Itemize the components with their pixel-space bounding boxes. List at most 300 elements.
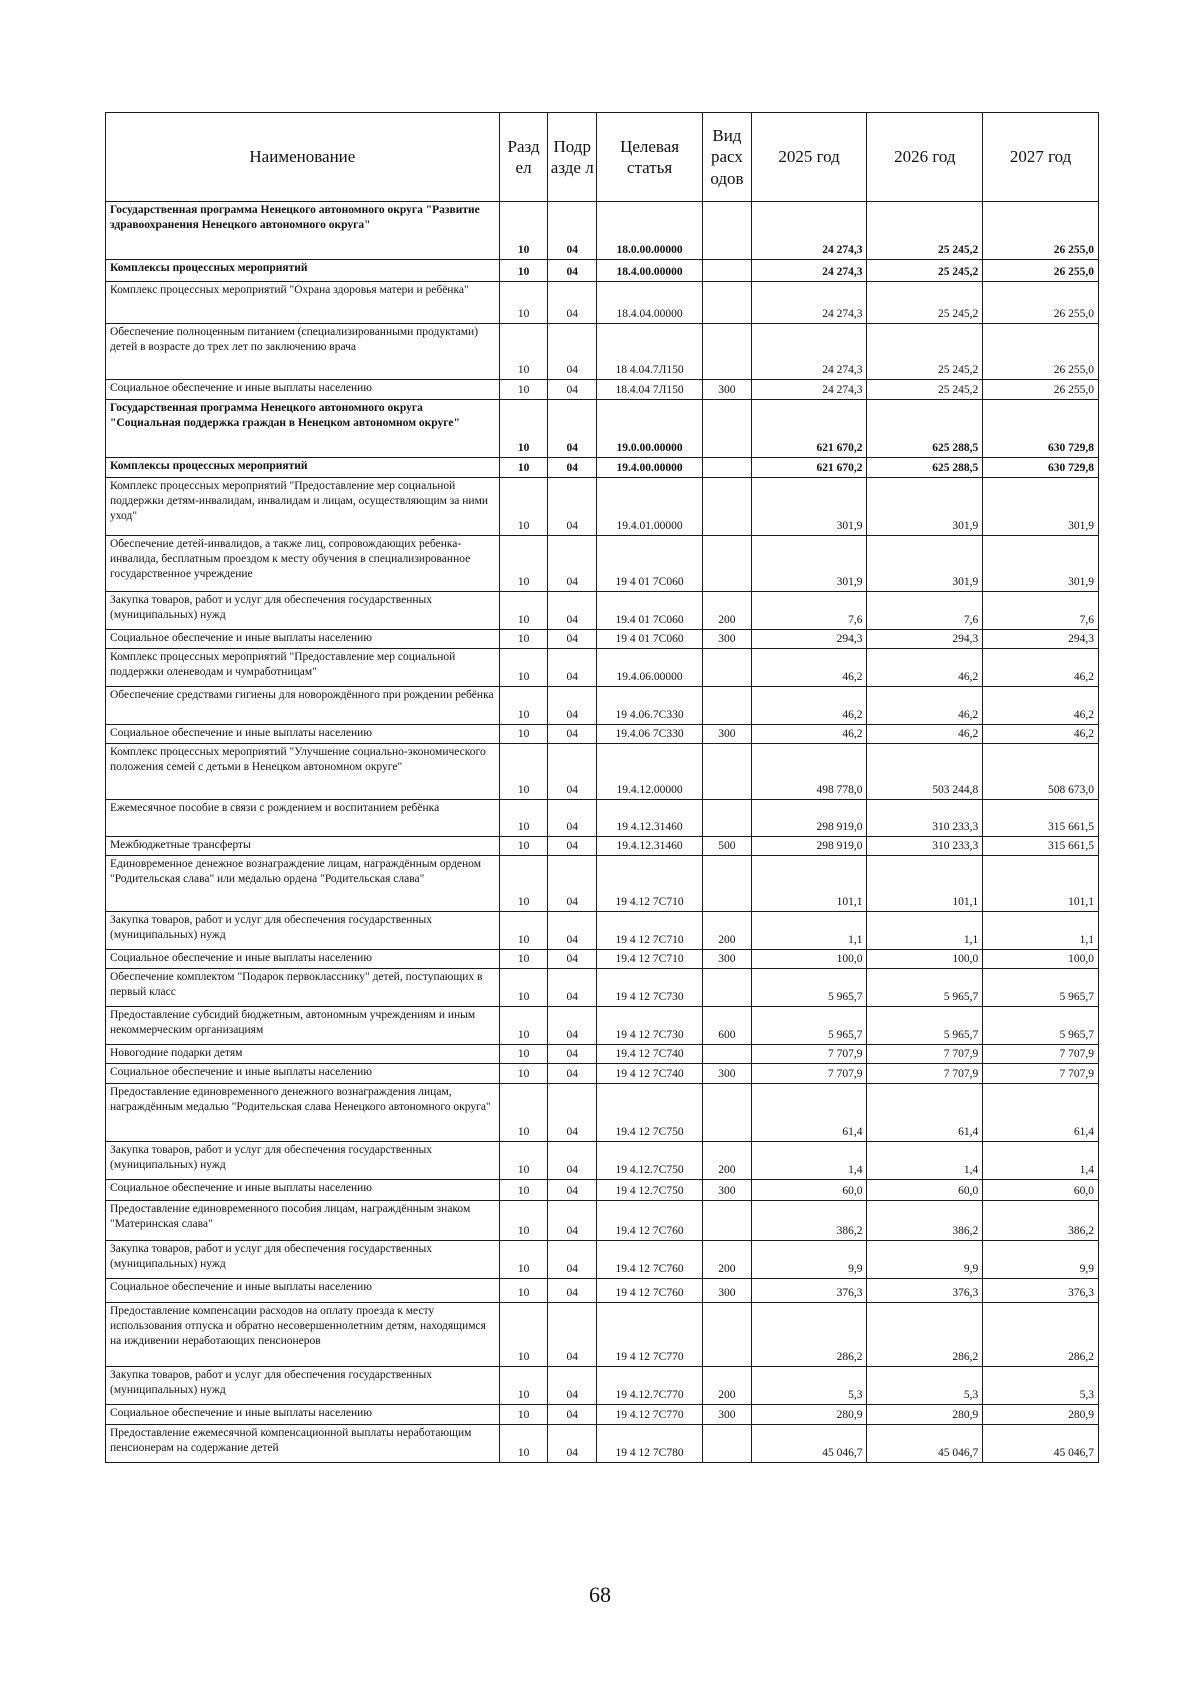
row-2025: 1,1	[751, 912, 867, 950]
row-podrazdel: 04	[548, 380, 597, 400]
row-2026: 61,4	[867, 1084, 983, 1142]
table-row	[106, 1279, 1099, 1303]
row-2025: 5 965,7	[751, 1007, 867, 1045]
page-number: 68	[589, 1582, 611, 1607]
row-podrazdel: 04	[548, 1180, 597, 1201]
row-target: 19 4 01 7С060	[597, 630, 703, 649]
row-2025: 280,9	[751, 1405, 867, 1425]
row-razdel: 10	[499, 202, 548, 260]
row-name: Единовременное денежное вознаграждение лицам, награждённым орденом "Родительская слава" или медалью ордена "Родительская слава"	[106, 856, 500, 912]
row-name: Закупка товаров, работ и услуг для обеспечения государственных (муниципальных) нужд	[106, 1367, 500, 1405]
row-2027: 7 707,9	[983, 1045, 1099, 1064]
table-row	[106, 856, 1099, 912]
row-vid	[703, 687, 752, 725]
row-razdel: 10	[499, 536, 548, 592]
row-2025: 1,4	[751, 1142, 867, 1180]
row-vid: 300	[703, 380, 752, 400]
row-target: 19 4 12 7С730	[597, 1007, 703, 1045]
row-2026: 46,2	[867, 725, 983, 744]
row-razdel: 10	[499, 1405, 548, 1425]
row-2025: 7 707,9	[751, 1064, 867, 1084]
row-razdel: 10	[499, 260, 548, 282]
row-vid	[703, 1084, 752, 1142]
row-2027: 5,3	[983, 1367, 1099, 1405]
row-name: Государственная программа Ненецкого автономного округа "Социальная поддержка граждан в Ненецком автономном округе"	[106, 400, 500, 458]
header-name: Наименование	[106, 113, 500, 202]
row-2025: 24 274,3	[751, 380, 867, 400]
row-podrazdel: 04	[548, 458, 597, 478]
row-name: Социальное обеспечение и иные выплаты населению	[106, 1064, 500, 1084]
row-name: Обеспечение комплектом "Подарок первокласснику" детей, поступающих в первый класс	[106, 969, 500, 1007]
header-vid: Вид расх одов	[703, 113, 752, 202]
row-name: Социальное обеспечение и иные выплаты населению	[106, 725, 500, 744]
row-2026: 5,3	[867, 1367, 983, 1405]
row-name: Предоставление компенсации расходов на оплату проезда к месту использования отпуска и обратно несовершеннолетним детям, находящимся на иждивении неработающих пенсионеров	[106, 1303, 500, 1367]
row-2026: 7,6	[867, 592, 983, 630]
row-target: 19 4 12 7С770	[597, 1303, 703, 1367]
table-row	[106, 725, 1099, 744]
row-2025: 7,6	[751, 592, 867, 630]
row-vid: 300	[703, 1279, 752, 1303]
row-name: Закупка товаров, работ и услуг для обеспечения государственных (муниципальных) нужд	[106, 912, 500, 950]
row-razdel: 10	[499, 630, 548, 649]
row-name: Ежемесячное пособие в связи с рождением и воспитанием ребёнка	[106, 800, 500, 837]
row-razdel: 10	[499, 1425, 548, 1463]
row-2027: 46,2	[983, 649, 1099, 687]
row-2025: 46,2	[751, 725, 867, 744]
row-target: 19 4 12 7С740	[597, 1064, 703, 1084]
row-podrazdel: 04	[548, 1084, 597, 1142]
row-target: 19 4.06.7С330	[597, 687, 703, 725]
row-2025: 286,2	[751, 1303, 867, 1367]
row-2027: 46,2	[983, 687, 1099, 725]
row-name: Комплекс процессных мероприятий "Предоставление мер социальной поддержки детям-инвалидам, инвалидам и лицам, осуществляющим за ними уход"	[106, 478, 500, 536]
row-name: Закупка товаров, работ и услуг для обеспечения государственных (муниципальных) нужд	[106, 1142, 500, 1180]
row-razdel: 10	[499, 400, 548, 458]
row-target: 19 4 12 7С730	[597, 969, 703, 1007]
row-2026: 45 046,7	[867, 1425, 983, 1463]
row-target: 19 4 12 7С710	[597, 912, 703, 950]
budget-table	[105, 112, 1099, 1463]
row-vid: 200	[703, 912, 752, 950]
row-2025: 100,0	[751, 950, 867, 969]
row-razdel: 10	[499, 687, 548, 725]
row-podrazdel: 04	[548, 1007, 597, 1045]
table-row	[106, 1142, 1099, 1180]
row-razdel: 10	[499, 282, 548, 324]
row-2027: 301,9	[983, 536, 1099, 592]
row-2027: 26 255,0	[983, 324, 1099, 380]
row-name: Обеспечение детей-инвалидов, а также лиц, сопровождающих ребенка-инвалида, бесплатным проездом к месту обучения в специализированное государственное учреждение	[106, 536, 500, 592]
row-vid	[703, 969, 752, 1007]
row-podrazdel: 04	[548, 1405, 597, 1425]
row-2027: 7,6	[983, 592, 1099, 630]
row-podrazdel: 04	[548, 912, 597, 950]
row-2026: 25 245,2	[867, 380, 983, 400]
row-2026: 25 245,2	[867, 324, 983, 380]
row-podrazdel: 04	[548, 1064, 597, 1084]
row-razdel: 10	[499, 324, 548, 380]
row-target: 19 4.12.31460	[597, 800, 703, 837]
row-target: 19 4 12 7С760	[597, 1279, 703, 1303]
row-2027: 301,9	[983, 478, 1099, 536]
row-razdel: 10	[499, 856, 548, 912]
row-2026: 25 245,2	[867, 282, 983, 324]
row-name: Предоставление ежемесячной компенсационной выплаты неработающим пенсионерам на содержание детей	[106, 1425, 500, 1463]
row-podrazdel: 04	[548, 202, 597, 260]
row-2026: 5 965,7	[867, 1007, 983, 1045]
header-2026: 2026 год	[867, 113, 983, 202]
row-2026: 376,3	[867, 1279, 983, 1303]
row-2025: 621 670,2	[751, 458, 867, 478]
row-vid	[703, 1201, 752, 1241]
header-podrazdel: Подр азде л	[548, 113, 597, 202]
row-2026: 25 245,2	[867, 202, 983, 260]
row-razdel: 10	[499, 1007, 548, 1045]
row-razdel: 10	[499, 1180, 548, 1201]
row-2026: 286,2	[867, 1303, 983, 1367]
row-2027: 630 729,8	[983, 400, 1099, 458]
row-podrazdel: 04	[548, 744, 597, 800]
row-2025: 24 274,3	[751, 260, 867, 282]
row-2027: 45 046,7	[983, 1425, 1099, 1463]
row-vid	[703, 478, 752, 536]
row-2027: 315 661,5	[983, 800, 1099, 837]
table-row	[106, 800, 1099, 837]
table-row	[106, 912, 1099, 950]
row-razdel: 10	[499, 912, 548, 950]
header-target: Целевая статья	[597, 113, 703, 202]
row-target: 19.4 12 7С750	[597, 1084, 703, 1142]
row-2027: 7 707,9	[983, 1064, 1099, 1084]
row-name: Комплексы процессных мероприятий	[106, 260, 500, 282]
row-razdel: 10	[499, 649, 548, 687]
row-name: Комплекс процессных мероприятий "Улучшение социально-экономического положения семей с детьми в Ненецком автономном округе"	[106, 744, 500, 800]
row-target: 18.4.04 7Л150	[597, 380, 703, 400]
row-podrazdel: 04	[548, 1045, 597, 1064]
row-2025: 101,1	[751, 856, 867, 912]
row-razdel: 10	[499, 800, 548, 837]
row-2026: 301,9	[867, 536, 983, 592]
row-podrazdel: 04	[548, 725, 597, 744]
row-2027: 630 729,8	[983, 458, 1099, 478]
row-2026: 46,2	[867, 687, 983, 725]
row-podrazdel: 04	[548, 950, 597, 969]
row-name: Социальное обеспечение и иные выплаты населению	[106, 630, 500, 649]
row-razdel: 10	[499, 1064, 548, 1084]
row-2027: 61,4	[983, 1084, 1099, 1142]
row-podrazdel: 04	[548, 687, 597, 725]
table-row	[106, 1425, 1099, 1463]
row-2026: 7 707,9	[867, 1064, 983, 1084]
row-podrazdel: 04	[548, 856, 597, 912]
table-row	[106, 744, 1099, 800]
row-2026: 46,2	[867, 649, 983, 687]
row-razdel: 10	[499, 1201, 548, 1241]
row-podrazdel: 04	[548, 592, 597, 630]
row-vid: 200	[703, 1241, 752, 1279]
row-name: Межбюджетные трансферты	[106, 837, 500, 856]
row-target: 19 4.12.7С750	[597, 1142, 703, 1180]
table-row	[106, 478, 1099, 536]
row-vid	[703, 800, 752, 837]
row-target: 18.0.00.00000	[597, 202, 703, 260]
row-name: Социальное обеспечение и иные выплаты населению	[106, 1405, 500, 1425]
row-2027: 46,2	[983, 725, 1099, 744]
row-2026: 5 965,7	[867, 969, 983, 1007]
row-vid	[703, 1045, 752, 1064]
row-2027: 5 965,7	[983, 1007, 1099, 1045]
row-target: 19 4 12 7С780	[597, 1425, 703, 1463]
row-2026: 503 244,8	[867, 744, 983, 800]
row-razdel: 10	[499, 458, 548, 478]
row-podrazdel: 04	[548, 1367, 597, 1405]
row-vid: 300	[703, 1064, 752, 1084]
row-2025: 7 707,9	[751, 1045, 867, 1064]
row-razdel: 10	[499, 950, 548, 969]
row-2025: 46,2	[751, 687, 867, 725]
row-vid	[703, 282, 752, 324]
row-podrazdel: 04	[548, 1241, 597, 1279]
row-vid	[703, 202, 752, 260]
row-target: 18 4.04.7Л150	[597, 324, 703, 380]
row-name: Закупка товаров, работ и услуг для обеспечения государственных (муниципальных) нужд	[106, 1241, 500, 1279]
row-2027: 100,0	[983, 950, 1099, 969]
row-2026: 1,4	[867, 1142, 983, 1180]
row-2027: 101,1	[983, 856, 1099, 912]
row-vid	[703, 649, 752, 687]
table-row	[106, 324, 1099, 380]
table-row	[106, 649, 1099, 687]
row-podrazdel: 04	[548, 1425, 597, 1463]
row-podrazdel: 04	[548, 536, 597, 592]
table-row	[106, 1201, 1099, 1241]
row-name: Социальное обеспечение и иные выплаты населению	[106, 950, 500, 969]
row-razdel: 10	[499, 1303, 548, 1367]
row-podrazdel: 04	[548, 1279, 597, 1303]
row-vid	[703, 744, 752, 800]
table-row	[106, 260, 1099, 282]
table-row	[106, 837, 1099, 856]
table-row	[106, 400, 1099, 458]
row-2027: 60,0	[983, 1180, 1099, 1201]
row-target: 19.4.06.00000	[597, 649, 703, 687]
row-podrazdel: 04	[548, 1142, 597, 1180]
row-vid	[703, 856, 752, 912]
row-vid: 200	[703, 592, 752, 630]
row-name: Предоставление единовременного денежного вознаграждения лицам, награждённым медалью "Родительская слава Ненецкого автономного округа"	[106, 1084, 500, 1142]
row-2026: 9,9	[867, 1241, 983, 1279]
table-row	[106, 630, 1099, 649]
row-2027: 26 255,0	[983, 282, 1099, 324]
header-razdel: Разд ел	[499, 113, 548, 202]
row-name: Комплекс процессных мероприятий "Охрана здоровья матери и ребёнка"	[106, 282, 500, 324]
row-name: Предоставление субсидий бюджетным, автономным учреждениям и иным некоммерческим организациям	[106, 1007, 500, 1045]
row-name: Социальное обеспечение и иные выплаты населению	[106, 1180, 500, 1201]
row-name: Комплекс процессных мероприятий "Предоставление мер социальной поддержки оленеводам и чумработницам"	[106, 649, 500, 687]
row-2026: 7 707,9	[867, 1045, 983, 1064]
row-name: Социальное обеспечение и иные выплаты населению	[106, 380, 500, 400]
row-podrazdel: 04	[548, 837, 597, 856]
row-2027: 386,2	[983, 1201, 1099, 1241]
row-2025: 45 046,7	[751, 1425, 867, 1463]
row-vid: 300	[703, 1405, 752, 1425]
table-row	[106, 1084, 1099, 1142]
table-row	[106, 458, 1099, 478]
row-2026: 280,9	[867, 1405, 983, 1425]
row-name: Обеспечение средствами гигиены для новорождённого при рождении ребёнка	[106, 687, 500, 725]
row-podrazdel: 04	[548, 260, 597, 282]
row-razdel: 10	[499, 837, 548, 856]
row-target: 19.4 12 7С760	[597, 1201, 703, 1241]
row-2026: 60,0	[867, 1180, 983, 1201]
row-2026: 310 233,3	[867, 800, 983, 837]
table-row	[106, 1180, 1099, 1201]
row-target: 19 4 12.7С750	[597, 1180, 703, 1201]
row-2025: 46,2	[751, 649, 867, 687]
row-target: 19.4.06 7С330	[597, 725, 703, 744]
row-2025: 24 274,3	[751, 202, 867, 260]
row-2026: 301,9	[867, 478, 983, 536]
row-razdel: 10	[499, 1241, 548, 1279]
row-name: Государственная программа Ненецкого автономного округа "Развитие здравоохранения Ненецкого автономного округа"	[106, 202, 500, 260]
row-2025: 24 274,3	[751, 282, 867, 324]
row-2025: 5,3	[751, 1367, 867, 1405]
row-2025: 376,3	[751, 1279, 867, 1303]
row-target: 19 4.12.7С770	[597, 1367, 703, 1405]
row-target: 19.4 01 7С060	[597, 592, 703, 630]
row-2027: 9,9	[983, 1241, 1099, 1279]
row-2025: 60,0	[751, 1180, 867, 1201]
row-2026: 625 288,5	[867, 458, 983, 478]
row-razdel: 10	[499, 725, 548, 744]
row-target: 19 4 01 7С060	[597, 536, 703, 592]
row-2025: 621 670,2	[751, 400, 867, 458]
table-row	[106, 1405, 1099, 1425]
row-target: 19.0.00.00000	[597, 400, 703, 458]
row-2026: 101,1	[867, 856, 983, 912]
row-2027: 26 255,0	[983, 202, 1099, 260]
row-razdel: 10	[499, 1279, 548, 1303]
row-2025: 5 965,7	[751, 969, 867, 1007]
row-podrazdel: 04	[548, 630, 597, 649]
table-row	[106, 1367, 1099, 1405]
row-podrazdel: 04	[548, 1201, 597, 1241]
row-2025: 294,3	[751, 630, 867, 649]
row-podrazdel: 04	[548, 800, 597, 837]
row-2026: 100,0	[867, 950, 983, 969]
row-2026: 25 245,2	[867, 260, 983, 282]
row-name: Комплексы процессных мероприятий	[106, 458, 500, 478]
row-podrazdel: 04	[548, 324, 597, 380]
row-vid: 500	[703, 837, 752, 856]
row-2027: 5 965,7	[983, 969, 1099, 1007]
row-vid	[703, 400, 752, 458]
row-2025: 498 778,0	[751, 744, 867, 800]
row-vid	[703, 458, 752, 478]
row-vid	[703, 324, 752, 380]
row-podrazdel: 04	[548, 400, 597, 458]
table-row	[106, 1241, 1099, 1279]
row-target: 19.4 12 7С740	[597, 1045, 703, 1064]
row-vid	[703, 1303, 752, 1367]
row-2027: 508 673,0	[983, 744, 1099, 800]
row-2027: 1,1	[983, 912, 1099, 950]
row-vid: 300	[703, 1180, 752, 1201]
row-razdel: 10	[499, 969, 548, 1007]
row-target: 19.4.01.00000	[597, 478, 703, 536]
row-podrazdel: 04	[548, 969, 597, 1007]
row-target: 19 4.12 7С770	[597, 1405, 703, 1425]
row-target: 19.4.00.00000	[597, 458, 703, 478]
row-2025: 301,9	[751, 478, 867, 536]
row-name: Социальное обеспечение и иные выплаты населению	[106, 1279, 500, 1303]
row-2026: 310 233,3	[867, 837, 983, 856]
row-razdel: 10	[499, 1142, 548, 1180]
row-vid: 300	[703, 950, 752, 969]
row-2025: 301,9	[751, 536, 867, 592]
row-target: 19 4.12 7С710	[597, 856, 703, 912]
row-2027: 280,9	[983, 1405, 1099, 1425]
row-2026: 386,2	[867, 1201, 983, 1241]
row-vid: 300	[703, 630, 752, 649]
row-razdel: 10	[499, 1084, 548, 1142]
row-2027: 376,3	[983, 1279, 1099, 1303]
row-2027: 294,3	[983, 630, 1099, 649]
table-row	[106, 969, 1099, 1007]
table-row	[106, 592, 1099, 630]
row-vid	[703, 1425, 752, 1463]
table-row	[106, 1303, 1099, 1367]
table-header-row	[106, 113, 1099, 202]
row-name: Новогодние подарки детям	[106, 1045, 500, 1064]
table-row	[106, 1064, 1099, 1084]
header-2025: 2025 год	[751, 113, 867, 202]
row-vid	[703, 260, 752, 282]
row-razdel: 10	[499, 592, 548, 630]
row-vid: 200	[703, 1142, 752, 1180]
row-name: Обеспечение полноценным питанием (специализированными продуктами) детей в возрасте до трех лет по заключению врача	[106, 324, 500, 380]
table-row	[106, 1007, 1099, 1045]
header-2027: 2027 год	[983, 113, 1099, 202]
table-row	[106, 1045, 1099, 1064]
row-name: Предоставление единовременного пособия лицам, награждённым знаком "Материнская слава"	[106, 1201, 500, 1241]
table-row	[106, 202, 1099, 260]
row-target: 19.4.12.31460	[597, 837, 703, 856]
row-2027: 26 255,0	[983, 260, 1099, 282]
row-target: 19.4 12 7С760	[597, 1241, 703, 1279]
table-row	[106, 282, 1099, 324]
row-podrazdel: 04	[548, 1303, 597, 1367]
row-target: 18.4.00.00000	[597, 260, 703, 282]
row-2027: 286,2	[983, 1303, 1099, 1367]
row-target: 19.4.12.00000	[597, 744, 703, 800]
row-podrazdel: 04	[548, 649, 597, 687]
row-2026: 294,3	[867, 630, 983, 649]
row-podrazdel: 04	[548, 478, 597, 536]
row-2027: 315 661,5	[983, 837, 1099, 856]
row-2025: 386,2	[751, 1201, 867, 1241]
row-razdel: 10	[499, 478, 548, 536]
row-vid: 600	[703, 1007, 752, 1045]
row-razdel: 10	[499, 1367, 548, 1405]
row-razdel: 10	[499, 1045, 548, 1064]
row-2027: 26 255,0	[983, 380, 1099, 400]
row-target: 18.4.04.00000	[597, 282, 703, 324]
row-vid: 200	[703, 1367, 752, 1405]
row-razdel: 10	[499, 380, 548, 400]
row-2025: 24 274,3	[751, 324, 867, 380]
